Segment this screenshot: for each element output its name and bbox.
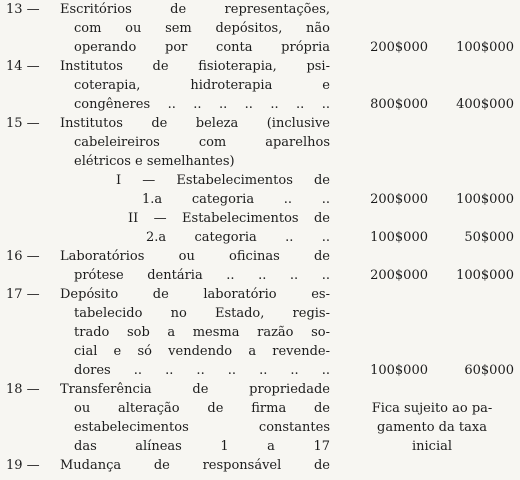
- item-text: trado sob a mesma razão so-: [74, 325, 330, 340]
- item-text: II — Estabelecimentos de: [128, 211, 330, 226]
- tax-value-2: 60$000: [464, 363, 514, 378]
- table-row: [0, 399, 520, 419]
- item-number: 16 —: [6, 249, 40, 264]
- tax-value-2: 100$000: [456, 192, 514, 207]
- item-text: operando por conta própria: [74, 40, 330, 55]
- table-row: [0, 209, 520, 229]
- item-text: Transferência de propriedade: [60, 382, 330, 397]
- item-text: prótese dentária .. .. .. ..: [74, 268, 330, 283]
- table-row: [0, 437, 520, 457]
- table-row: [0, 152, 520, 172]
- table-row: [0, 133, 520, 153]
- item-text: 2.a categoria .. ..: [146, 230, 330, 245]
- item-number: 17 —: [6, 287, 40, 302]
- table-row: [0, 95, 520, 115]
- table-row: [0, 38, 520, 58]
- table-row: [0, 418, 520, 438]
- item-text: Mudança de responsável de: [60, 458, 330, 473]
- table-row: [0, 171, 520, 191]
- table-row: [0, 361, 520, 381]
- table-row: [0, 285, 520, 305]
- item-text: das alíneas 1 a 17: [74, 439, 330, 454]
- table-row: [0, 19, 520, 39]
- table-row: [0, 342, 520, 362]
- item-text: Institutos de beleza (inclusive: [60, 116, 330, 131]
- table-row: [0, 456, 520, 476]
- item-text: Laboratórios ou oficinas de: [60, 249, 330, 264]
- item-text: 1.a categoria .. ..: [142, 192, 330, 207]
- table-row: [0, 0, 520, 20]
- item-text: ou alteração de firma de: [74, 401, 330, 416]
- table-row: [0, 228, 520, 248]
- item-text: com ou sem depósitos, não: [74, 21, 330, 36]
- tax-value-1: 200$000: [370, 268, 428, 283]
- tax-value-2: 50$000: [464, 230, 514, 245]
- item-text: cial e só vendendo a revende-: [74, 344, 330, 359]
- tax-value-2: 400$000: [456, 97, 514, 112]
- item-number: 13 —: [6, 2, 40, 17]
- item-number: 19 —: [6, 458, 40, 473]
- item-text: congêneres .. .. .. .. .. .. ..: [74, 97, 330, 112]
- table-row: [0, 380, 520, 400]
- item-text: cabeleireiros com aparelhos: [74, 135, 330, 150]
- item-text: Institutos de fisioterapia, psi-: [60, 59, 330, 74]
- item-text: I — Estabelecimentos de: [116, 173, 330, 188]
- table-row: [0, 323, 520, 343]
- table-row: [0, 114, 520, 134]
- item-text: Depósito de laboratório es-: [60, 287, 330, 302]
- tax-note: inicial: [411, 439, 453, 454]
- table-row: [0, 57, 520, 77]
- tax-value-1: 100$000: [370, 363, 428, 378]
- tax-value-1: 100$000: [370, 230, 428, 245]
- tax-value-2: 100$000: [456, 40, 514, 55]
- item-text: coterapia, hidroterapia e: [74, 78, 330, 93]
- item-text: elétricos e semelhantes): [74, 154, 235, 169]
- tax-value-1: 800$000: [370, 97, 428, 112]
- table-row: [0, 304, 520, 324]
- item-number: 14 —: [6, 59, 40, 74]
- item-number: 15 —: [6, 116, 40, 131]
- tax-note: gamento da taxa: [377, 420, 487, 435]
- tax-value-1: 200$000: [370, 192, 428, 207]
- table-row: [0, 266, 520, 286]
- item-text: Escritórios de representações,: [60, 2, 330, 17]
- item-text: estabelecimentos constantes: [74, 420, 330, 435]
- item-text: dores .. .. .. .. .. .. ..: [74, 363, 330, 378]
- tax-value-2: 100$000: [456, 268, 514, 283]
- table-row: [0, 190, 520, 210]
- item-text: tabelecido no Estado, regis-: [74, 306, 330, 321]
- tax-note: Fica sujeito ao pa-: [371, 401, 493, 416]
- table-row: [0, 247, 520, 267]
- item-number: 18 —: [6, 382, 40, 397]
- tax-value-1: 200$000: [370, 40, 428, 55]
- table-row: [0, 76, 520, 96]
